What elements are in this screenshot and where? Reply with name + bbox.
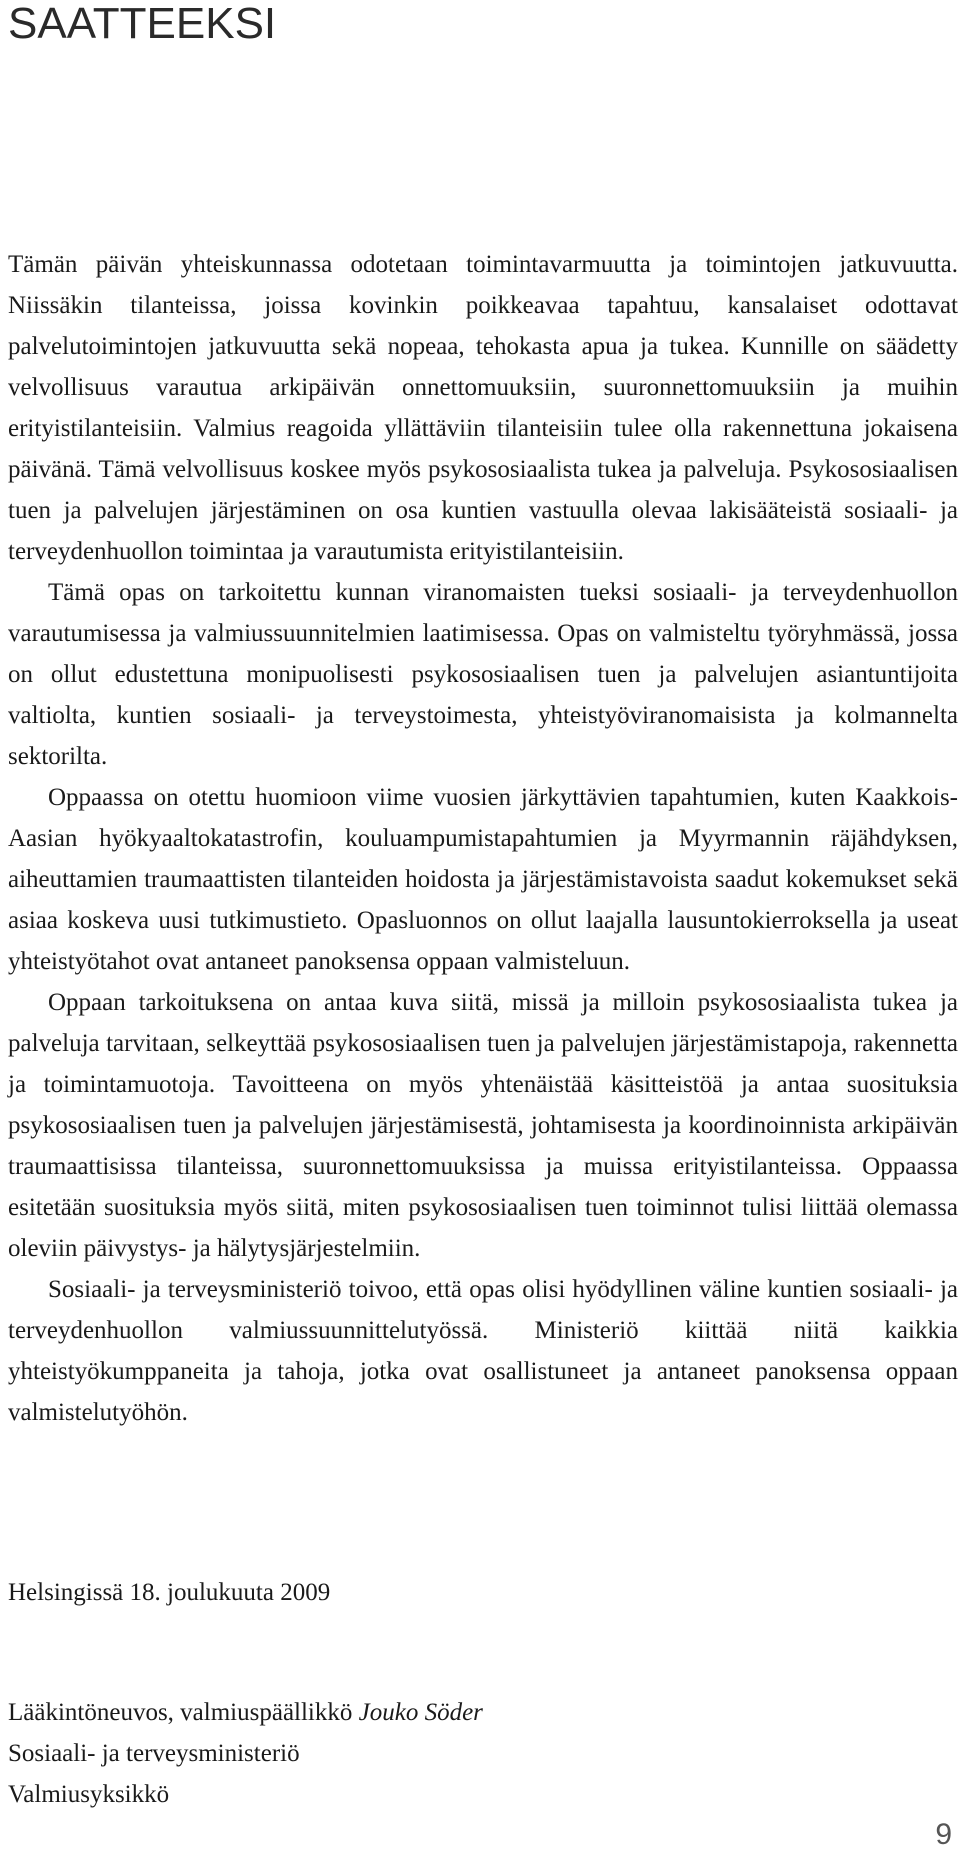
place-date: Helsingissä 18. joulukuuta 2009 [8, 1579, 331, 1606]
paragraph-1: Tämän päivän yhteiskunnassa odotetaan toimintavarmuutta ja toimintojen jatkuvuutta. Niissäkin tilanteissa, joissa kovinkin poikkeavaa tapahtuu, kansalaiset odottavat palvelutoimintojen jatkuvuutta sekä nopeaa, tehokasta apua ja tukea. Kunnille on säädetty velvollisuus varautua arkipäivän onnettomuuksiin, suuronnettomuuksiin ja muihin erityistilanteisiin. Valmius reagoida yllättäviin tilanteisiin tulee olla rakennettuna jokaisena päivänä. Tämä velvollisuus koskee myös psykososiaalista tukea ja palveluja. Psykososiaalisen tuen ja palvelujen järjestäminen on osa kuntien vastuulla olevaa lakisääteistä sosiaali- ja terveydenhuollon toimintaa ja varautumista erityistilanteisiin. [8, 251, 958, 565]
body-text [8, 244, 958, 1433]
signature-organization: Sosiaali- ja terveysministeriö [8, 1740, 300, 1767]
paragraph-5: Sosiaali- ja terveysministeriö toivoo, että opas olisi hyödyllinen väline kuntien sosiaali- ja terveydenhuollon valmiussuunnittelutyössä. Ministeriö kiittää niitä kaikkia yhteistyökumppaneita ja tahoja, jotka ovat osallistuneet ja antaneet panoksensa oppaan valmistelutyöhön. [8, 1276, 958, 1426]
signature-name: Jouko Söder [358, 1699, 483, 1726]
page-number: 9 [935, 1818, 952, 1851]
paragraph-2: Tämä opas on tarkoitettu kunnan viranomaisten tueksi sosiaali- ja terveydenhuollon varautumisessa ja valmiussuunnitelmien laatimisessa. Opas on valmisteltu työryhmässä, jossa on ollut edustettuna monipuolisesti psykososiaalisen tuen ja palvelujen asiantuntijoita valtiolta, kuntien sosiaali- ja terveystoimesta, yhteistyöviranomaisista ja kolmannelta sektorilta. [8, 579, 958, 770]
page-title: SAATTEEKSI [8, 0, 277, 48]
signature-block [8, 1692, 483, 1815]
paragraph-4: Oppaan tarkoituksena on antaa kuva siitä, missä ja milloin psykososiaalista tukea ja palveluja tarvitaan, selkeyttää psykososiaalisen tuen ja palvelujen järjestämistapoja, rakennetta ja toimintamuotoja. Tavoitteena on myös yhtenäistää käsitteistöä ja antaa suosituksia psykososiaalisen tuen ja palvelujen järjestämisestä, johtamisesta ja koordinoinnista arkipäivän traumaattisissa tilanteissa, suuronnettomuuksissa ja muissa erityistilanteissa. Oppaassa esitetään suosituksia myös siitä, miten psykososiaalisen tuen toiminnot tulisi liittää olemassa oleviin päivystys- ja hälytysjärjestelmiin. [8, 989, 958, 1262]
signature-role: Lääkintöneuvos, valmiuspäällikkö [8, 1699, 359, 1726]
paragraph-3: Oppaassa on otettu huomioon viime vuosien järkyttävien tapahtumien, kuten Kaakkois-Aasian hyökyaaltokatastrofin, kouluampumistapahtumien ja Myyrmannin räjähdyksen, aiheuttamien traumaattisten tilanteiden hoidosta ja järjestämistavoista saadut kokemukset sekä asiaa koskeva uusi tutkimustieto. Opasluonnos on ollut laajalla lausuntokierroksella ja useat yhteistyötahot ovat antaneet panoksensa oppaan valmisteluun. [8, 784, 958, 975]
signature-line [8, 1692, 483, 1733]
signature-unit: Valmiusyksikkö [8, 1781, 170, 1808]
